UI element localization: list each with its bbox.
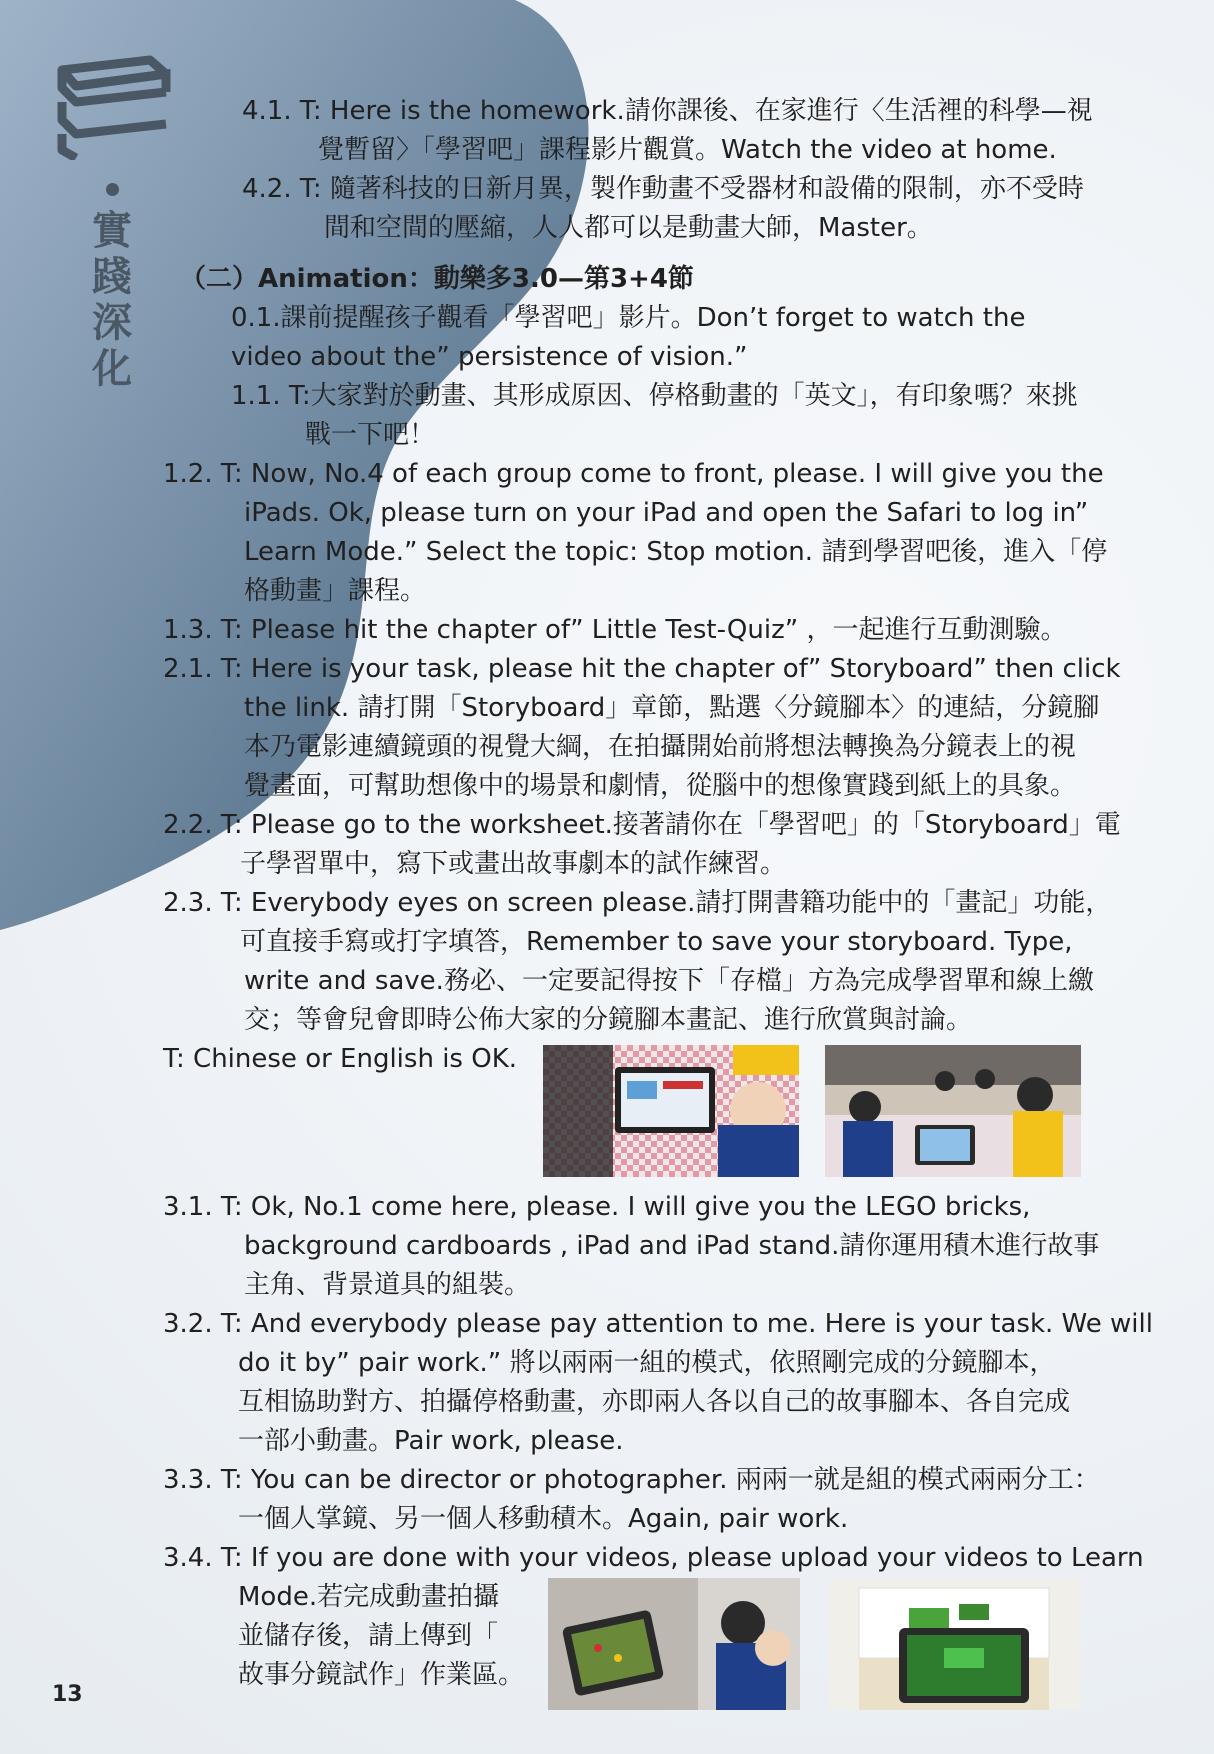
- text-line: 間和空間的壓縮，人人都可以是動畫大師，Master。: [324, 213, 933, 243]
- text-line: 1.2. T: Now, No.4 of each group come to front, please. I will give you the: [163, 459, 1104, 489]
- text-line: 2.3. T: Everybody eyes on screen please.請打開書籍功能中的「畫記」功能，: [163, 888, 1112, 918]
- text-line: 4.1. T: Here is the homework.請你課後、在家進行〈生活裡的科學—視: [242, 96, 1093, 126]
- text-line: 覺暫留〉「學習吧」課程影片觀賞。Watch the video at home.: [318, 135, 1057, 165]
- text-line: 3.1. T: Ok, No.1 come here, please. I will give you the LEGO bricks,: [163, 1192, 1031, 1222]
- text-line: 故事分鏡試作」作業區。: [238, 1660, 525, 1690]
- text-line: 2.2. T: Please go to the worksheet.接著請你在「學習吧」的「Storyboard」電: [163, 810, 1121, 840]
- side-dot: [106, 183, 119, 196]
- chapter-side-title: 實踐深化: [92, 208, 132, 392]
- text-line: 1.3. T: Please hit the chapter of” Little Test-Quiz” ，一起進行互動測驗。: [163, 615, 1067, 645]
- text-line: the link. 請打開「Storyboard」章節，點選〈分鏡腳本〉的連結，分鏡腳: [244, 693, 1100, 723]
- text-line: 格動畫」課程。: [244, 576, 427, 606]
- text-line: 3.3. T: You can be director or photographer. 兩兩一就是組的模式兩兩分工：: [163, 1465, 1100, 1495]
- page-number: 13: [52, 1682, 83, 1707]
- text-line: 3.2. T: And everybody please pay attention to me. Here is your task. We will: [163, 1309, 1153, 1339]
- text-line: 4.2. T: 隨著科技的日新月異，製作動畫不受器材和設備的限制，亦不受時: [242, 174, 1084, 204]
- text-line: T: Chinese or English is OK.: [163, 1044, 518, 1074]
- text-line: 一個人掌鏡、另一個人移動積木。Again, pair work.: [238, 1504, 849, 1534]
- text-line: 並儲存後，請上傳到「: [238, 1621, 499, 1651]
- photo-tablet-on-table: [543, 1045, 799, 1177]
- text-line: background cardboards , iPad and iPad stand.請你運用積木進行故事: [244, 1231, 1100, 1261]
- text-line: write and save.務必、一定要記得按下「存檔」方為完成學習單和線上繳: [244, 966, 1094, 996]
- text-line: Mode.若完成動畫拍攝: [238, 1582, 500, 1612]
- books-stack-icon: [54, 52, 174, 160]
- text-line: 互相協助對方、拍攝停格動畫，亦即兩人各以自己的故事腳本、各自完成: [238, 1387, 1071, 1417]
- photo-classroom-students: [825, 1045, 1081, 1177]
- text-line: 2.1. T: Here is your task, please hit the chapter of” Storyboard” then click: [163, 654, 1121, 684]
- text-line: 戰一下吧！: [305, 420, 436, 450]
- text-line: 3.4. T: If you are done with your videos, please upload your videos to Learn: [163, 1543, 1144, 1573]
- photo-lego-scene-ipad: [829, 1578, 1081, 1710]
- photo-filming-lego: [548, 1578, 800, 1710]
- text-line: 主角、背景道具的組裝。: [244, 1270, 531, 1300]
- text-line: video about the” persistence of vision.”: [231, 342, 748, 372]
- text-line: 子學習單中，寫下或畫出故事劇本的試作練習。: [240, 849, 787, 879]
- text-line: 覺畫面，可幫助想像中的場景和劇情，從腦中的想像實踐到紙上的具象。: [244, 771, 1077, 801]
- text-line: 交；等會兒會即時公佈大家的分鏡腳本畫記、進行欣賞與討論。: [244, 1005, 973, 1035]
- section-heading: （二）Animation：動樂多3.0—第3+4節: [180, 264, 694, 294]
- text-line: 可直接手寫或打字填答，Remember to save your storyboard. Type,: [240, 927, 1073, 957]
- text-line: 本乃電影連續鏡頭的視覺大綱，在拍攝開始前將想法轉換為分鏡表上的視: [244, 732, 1077, 762]
- text-line: 一部小動畫。Pair work, please.: [238, 1426, 624, 1456]
- text-line: 0.1.課前提醒孩子觀看「學習吧」影片。Don’t forget to watch the: [231, 303, 1026, 333]
- text-line: Learn Mode.” Select the topic: Stop motion. 請到學習吧後，進入「停: [244, 537, 1108, 567]
- text-line: 1.1. T:大家對於動畫、其形成原因、停格動畫的「英文」，有印象嗎？來挑: [231, 381, 1078, 411]
- text-line: iPads. Ok, please turn on your iPad and open the Safari to log in”: [244, 498, 1089, 528]
- text-line: do it by” pair work.” 將以兩兩一組的模式，依照剛完成的分鏡腳本，: [238, 1348, 1056, 1378]
